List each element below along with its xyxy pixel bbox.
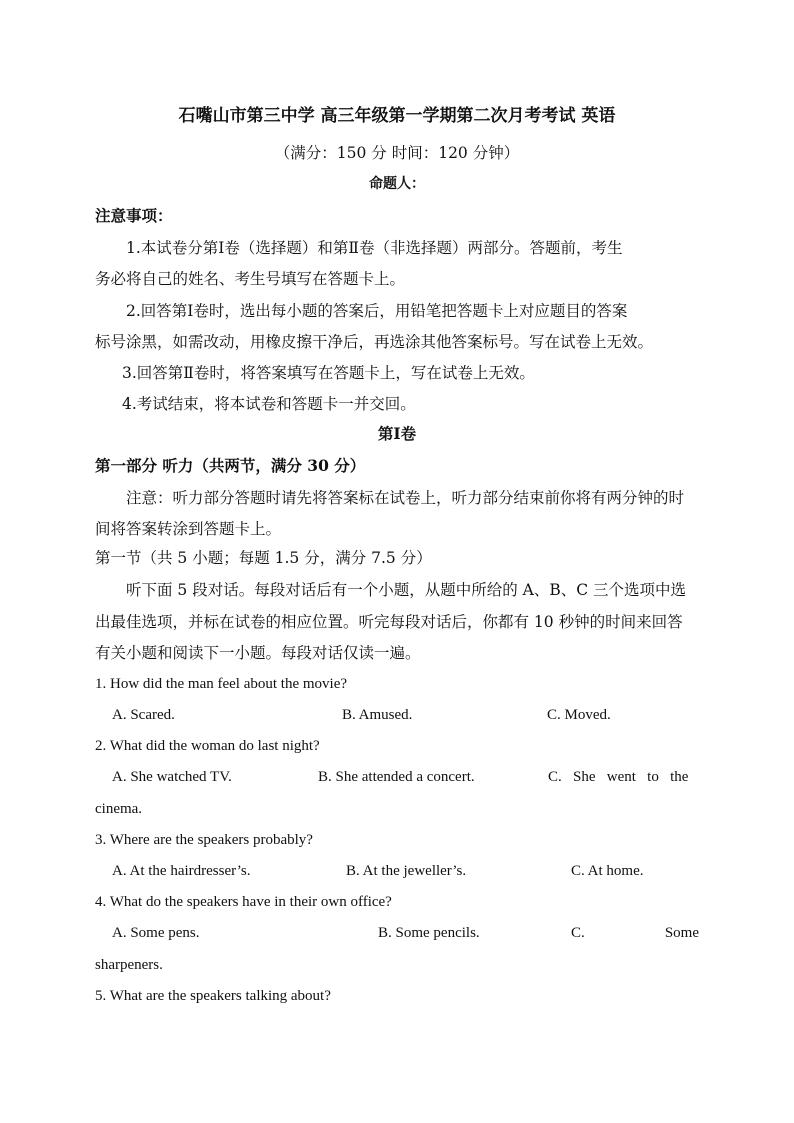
option-c: C. At home. <box>571 863 644 879</box>
notice-line: 3.回答第Ⅱ卷时，将答案填写在答题卡上，写在试卷上无效。 <box>122 364 535 382</box>
notice-heading: 注意事项： <box>95 206 173 225</box>
option-row <box>112 705 699 725</box>
option-a: A. Scared. <box>112 707 175 723</box>
part1-note: 注意：听力部分答题时请先将答案标在试卷上，听力部分结束前你将有两分钟的时 <box>126 489 685 507</box>
option-row <box>112 923 699 943</box>
option-b: B. She attended a concert. <box>318 769 475 785</box>
exam-title: 石嘴山市第三中学 高三年级第一学期第二次月考考试 英语 <box>178 106 616 126</box>
question-stem: 3. Where are the speakers probably? <box>95 832 313 848</box>
option-b: B. Amused. <box>342 707 413 723</box>
question-stem: 1. How did the man feel about the movie? <box>95 676 348 692</box>
exam-author: 命题人： <box>369 176 425 192</box>
part1-note: 间将答案转涂到答题卡上。 <box>95 520 282 538</box>
option-row <box>112 861 699 881</box>
notice-line: 4.考试结束，将本试卷和答题卡一并交回。 <box>122 395 416 413</box>
section-instructions: 听下面 5 段对话。每段对话后有一个小题，从题中所给的 A、B、C 三个选项中选 <box>126 581 687 599</box>
option-row <box>112 767 699 787</box>
part1-heading: 第一部分 听力（共两节，满分 30 分） <box>95 456 366 475</box>
option-c-word: Some <box>664 925 699 941</box>
option-c-label: C. <box>571 925 585 941</box>
option-c: C. Moved. <box>547 707 611 723</box>
notice-line: 2.回答第Ⅰ卷时，选出每小题的答案后，用铅笔把答题卡上对应题目的答案 <box>126 302 628 320</box>
notice-line: 务必将自己的姓名、考生号填写在答题卡上。 <box>95 270 406 288</box>
exam-meta: （满分：150 分 时间：120 分钟） <box>274 144 520 162</box>
section-instructions: 有关小题和阅读下一小题。每段对话仅读一遍。 <box>95 644 421 662</box>
notice-line: 标号涂黑，如需改动，用橡皮擦干净后，再选涂其他答案标号。写在试卷上无效。 <box>95 333 654 351</box>
option-c-continued: sharpeners. <box>95 957 163 973</box>
option-a: A. She watched TV. <box>112 769 232 785</box>
question-stem: 4. What do the speakers have in their own office? <box>95 894 392 910</box>
option-b: B. Some pencils. <box>378 925 480 941</box>
section-instructions: 出最佳选项，并标在试卷的相应位置。听完每段对话后，你都有 10 秒钟的时间来回答 <box>95 613 683 631</box>
notice-line: 1.本试卷分第Ⅰ卷（选择题）和第Ⅱ卷（非选择题）两部分。答题前，考生 <box>126 239 623 257</box>
option-a: A. Some pens. <box>112 925 200 941</box>
option-b: B. At the jeweller’s. <box>346 863 467 879</box>
option-a: A. At the hairdresser’s. <box>112 863 251 879</box>
section-heading: 第一节（共 5 小题；每题 1.5 分，满分 7.5 分） <box>95 549 432 567</box>
option-c: C. She went to the <box>548 769 689 785</box>
option-c-continued: cinema. <box>95 801 143 817</box>
question-stem: 2. What did the woman do last night? <box>95 738 320 754</box>
volume-title: 第Ⅰ卷 <box>377 424 417 443</box>
question-stem: 5. What are the speakers talking about? <box>95 988 331 1004</box>
